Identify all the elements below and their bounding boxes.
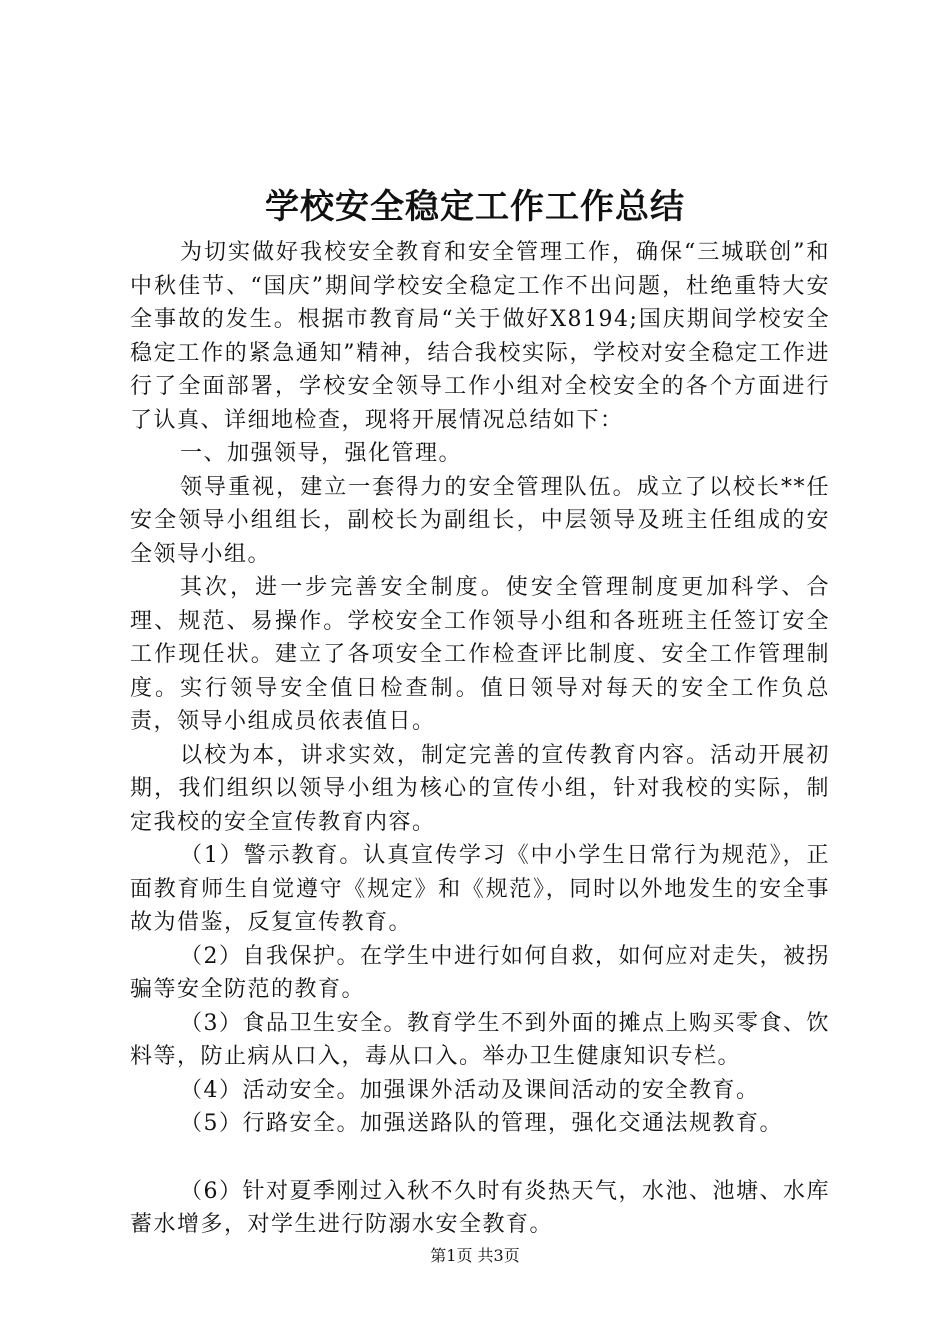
page-number-footer: 第1页 共3页 [430, 1246, 520, 1265]
list-item-drowning: （6）针对夏季刚过入秋不久时有炎热天气，水池、池塘、水库蓄水增多，对学生进行防溺水安全教育。 [130, 1178, 830, 1237]
list-item-activity-safety: （4）活动安全。加强课外活动及课间活动的安全教育。 [180, 1077, 760, 1103]
list-item-warning: （1）警示教育。认真宣传学习《中小学生日常行为规范》，正面教育师生自觉遵守《规定》和《规范》，同时以外地发生的安全事故为借鉴，反复宣传教育。 [130, 843, 830, 935]
list-item-self-protection: （2）自我保护。在学生中进行如何自救，如何应对走失，被拐骗等安全防范的教育。 [130, 943, 830, 1002]
list-item-road-safety: （5）行路安全。加强送路队的管理，强化交通法规教育。 [180, 1111, 783, 1136]
paragraph-system: 其次，进一步完善安全制度。使安全管理制度更加科学、合理、规范、易操作。学校安全工作领导小组和各班班主任签订安全工作现任状。建立了各项安全工作检查评比制度、安全工作管理制度。实行领导安全值日检查制。值日领导对每天的安全工作负总责，领导小组成员依表值日。 [130, 575, 830, 734]
list-item-food-safety: （3）食品卫生安全。教育学生不到外面的摊点上购买零食、饮料等，防止病从口入，毒从口入。举办卫生健康知识专栏。 [130, 1010, 830, 1069]
section-heading: 一、加强领导，强化管理。 [180, 441, 463, 466]
paragraph-leadership: 领导重视，建立一套得力的安全管理队伍。成立了以校长**任安全领导小组组长，副校长为副组长，中层领导及班主任组成的安全领导小组。 [130, 474, 830, 567]
document-title: 学校安全稳定工作工作总结 [265, 187, 685, 227]
document-body [130, 236, 830, 1242]
paragraph-intro: 为切实做好我校安全教育和安全管理工作，确保“三城联创”和中秋佳节、“国庆”期间学校安全稳定工作不出问题，杜绝重特大安全事故的发生。根据市教育局“关于做好X8194;国庆期间学校安全稳定工作的紧急通知”精神，结合我校实际，学校对安全稳定工作进行了全面部署，学校安全领导工作小组对全校安全的各个方面进行了认真、详细地检查，现将开展情况总结如下： [130, 240, 830, 433]
paragraph-education: 以校为本，讲求实效，制定完善的宣传教育内容。活动开展初期，我们组织以领导小组为核心的宣传小组，针对我校的实际，制定我校的安全宣传教育内容。 [130, 742, 830, 835]
